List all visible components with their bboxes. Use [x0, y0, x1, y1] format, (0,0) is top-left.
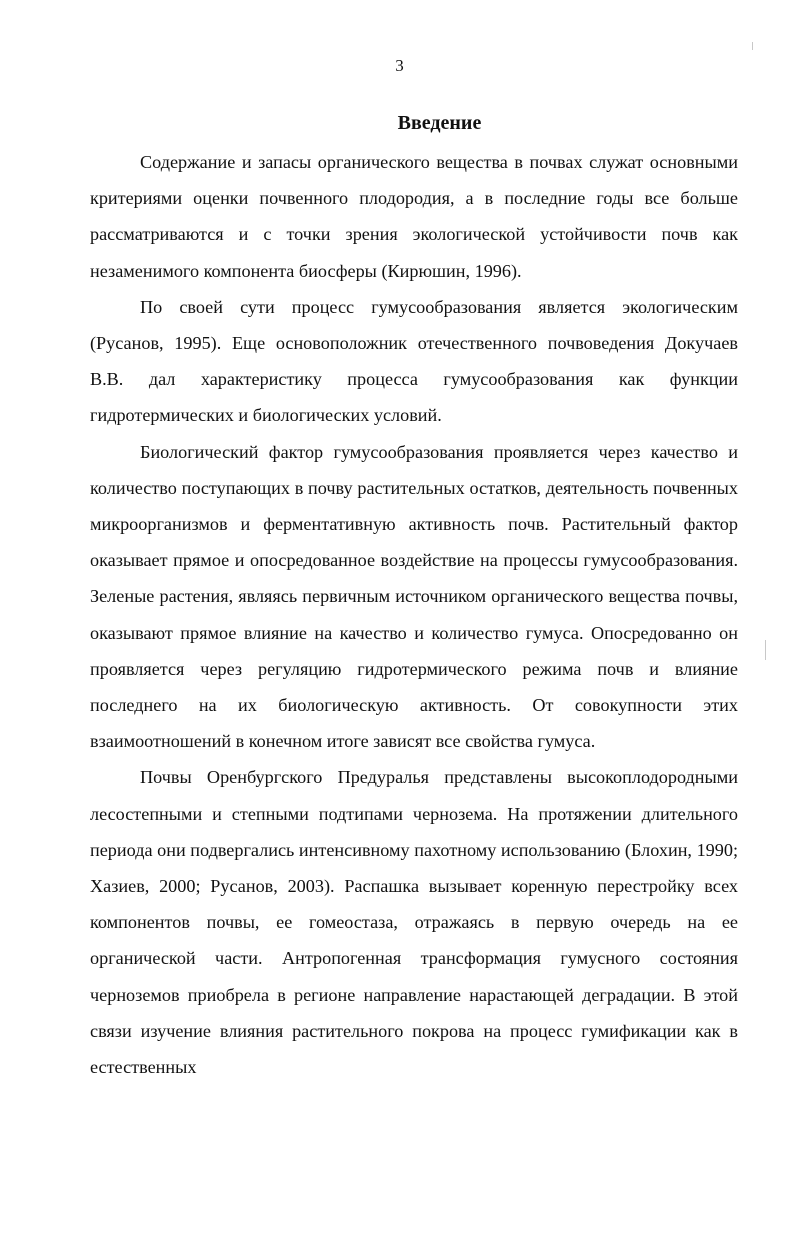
section-heading: Введение — [397, 112, 482, 134]
body-text — [90, 144, 738, 1085]
paragraph-3: Биологический фактор гумусообразования проявляется через качество и количество поступающих в почву растительных остатков, деятельность почвенных микроорганизмов и ферментативную активность почв. Растительный фактор оказывает прямое и опосредованное воздействие на процессы гумусообразования. Зеленые растения, являясь первичным источником органического вещества почвы, оказывают прямое влияние на качество и количество гумуса. Опосредованно он проявляется через регуляцию гидротермического режима почв и влияние последнего на их биологическую активность. От совокупности этих взаимоотношений в конечном итоге зависят все свойства гумуса. — [90, 441, 738, 752]
scan-artifact-line — [752, 42, 753, 50]
paragraph-1: Содержание и запасы органического вещества в почвах служат основными критериями оценки почвенного плодородия, а в последние годы все больше рассматриваются и с точки зрения экологической устойчивости почв как незаменимого компонента биосферы (Кирюшин, 1996). — [90, 152, 738, 281]
scan-artifact-line — [765, 640, 766, 660]
paragraph-4: Почвы Оренбургского Предуралья представлены высокоплодородными лесостепными и степными подтипами чернозема. На протяжении длительного периода они подвергались интенсивному пахотному использованию (Блохин, 1990; Хазиев, 2000; Русанов, 2003). Распашка вызывает коренную перестройку всех компонентов почвы, ее гомеостаза, отражаясь в первую очередь на ее органической части. Антропогенная трансформация гумусного состояния черноземов приобрела в регионе направление нарастающей деградации. В этой связи изучение влияния растительного покрова на процесс гумификации как в естественных — [90, 767, 738, 1078]
page-number: 3 — [395, 56, 404, 75]
paragraph-2: По своей сути процесс гумусообразования является экологическим (Русанов, 1995). Еще основоположник отечественного почвоведения Докучаев В.В. дал характеристику процесса гумусообразования как функции гидротермических и биологических условий. — [90, 296, 738, 426]
